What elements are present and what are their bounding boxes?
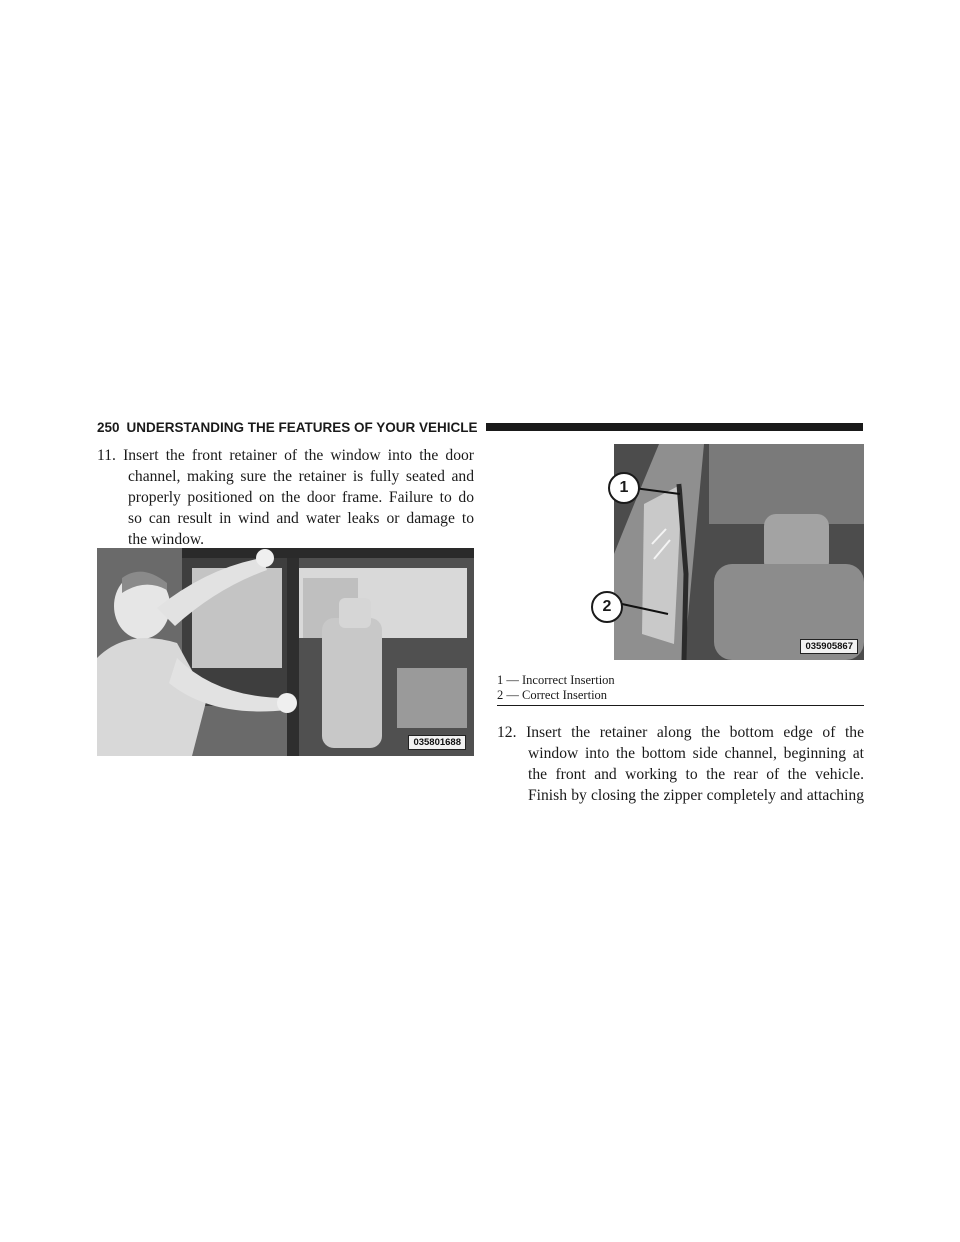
step-line-text: Insert the retainer along the bottom edge of the	[526, 724, 864, 741]
step-line	[497, 722, 864, 743]
page-header	[97, 417, 863, 437]
step-line	[97, 445, 474, 466]
figure-legend	[497, 673, 864, 703]
step-number: 12.	[497, 724, 517, 741]
step-line: the window.	[128, 531, 205, 548]
illustration-retainer-drawing	[614, 444, 864, 660]
step-line: so can result in wind and water leaks or damage to	[128, 510, 474, 527]
illustration-window-install-drawing	[97, 548, 474, 756]
callout-1: 1	[608, 472, 640, 504]
legend-item: 1 — Incorrect Insertion	[497, 673, 615, 687]
illustration-retainer-insertion	[614, 444, 864, 660]
section-title: UNDERSTANDING THE FEATURES OF YOUR VEHICLE	[126, 419, 478, 435]
figure-code: 035905867	[800, 639, 858, 654]
legend-rule	[497, 705, 864, 706]
legend-item: 2 — Correct Insertion	[497, 688, 608, 702]
step-line: Finish by closing the zipper completely and attaching	[528, 787, 864, 804]
step-number: 11.	[97, 447, 116, 464]
step-line: window into the bottom side channel, beginning at	[528, 745, 864, 762]
step-12-text	[497, 722, 864, 806]
figure-code: 035801688	[408, 735, 466, 750]
step-11-text	[97, 445, 474, 550]
step-line: properly positioned on the door frame. Failure to do	[128, 489, 474, 506]
callout-2: 2	[591, 591, 623, 623]
illustration-window-install	[97, 548, 474, 756]
page-number: 250	[97, 419, 120, 435]
step-line: the front and working to the rear of the vehicle.	[528, 766, 864, 783]
step-line: channel, making sure the retainer is fully seated and	[128, 468, 474, 485]
step-line-text: Insert the front retainer of the window into the door	[123, 447, 474, 464]
header-rule	[486, 423, 863, 431]
